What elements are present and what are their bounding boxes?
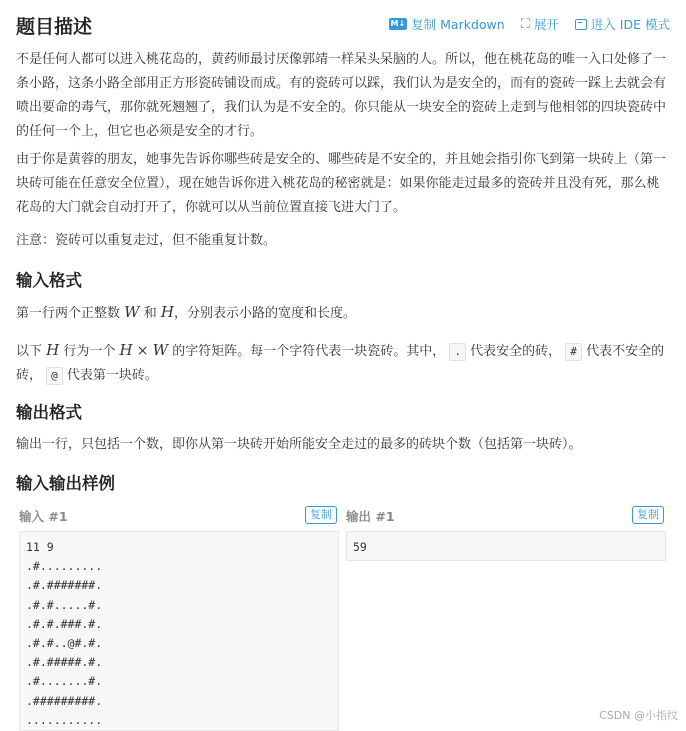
sample-output-label: 输出 #1: [346, 509, 395, 524]
input-format-heading: 输入格式: [16, 271, 82, 290]
copy-input-button[interactable]: 复制: [305, 506, 337, 524]
code-hash: #: [565, 343, 582, 361]
output-format-text: 输出一行，只包括一个数，即你从第一块砖开始所能安全走过的最多的砖块个数（包括第一块砖）。: [16, 437, 582, 452]
description-paragraph-2: 由于你是黄蓉的朋友，她事先告诉你哪些砖是安全的、哪些砖是不安全的，并且她会指引你飞到第一块砖上（第一块砖可能在任意安全位置），现在她告诉你进入桃花岛的秘密就是：如果你能走过最多的瓷砖并且没有死，那么桃花岛的大门就会自动打开了，你就可以从当前位置直接飞进大门了。: [16, 152, 667, 215]
description-note: 注意：瓷砖可以重复走过，但不能重复计数。: [16, 233, 277, 248]
text: 第一行两个正整数: [16, 306, 121, 321]
watermark: CSDN @小指纹: [599, 709, 678, 722]
expand-button[interactable]: [521, 15, 559, 33]
ide-mode-button[interactable]: [575, 15, 670, 33]
text: 行为一个: [63, 344, 116, 359]
ide-icon: [575, 19, 587, 30]
sample-input-label: 输入 #1: [19, 509, 68, 524]
text: 以下: [16, 344, 43, 359]
text: 代表安全的砖，: [470, 344, 562, 359]
output-format-heading: 输出格式: [16, 403, 82, 422]
expand-label: 展开: [533, 17, 559, 32]
text: 代表不安全的砖，: [16, 344, 665, 383]
math-var-h: H: [160, 303, 174, 321]
copy-output-button[interactable]: 复制: [632, 506, 664, 524]
math-var-w: W: [152, 341, 169, 359]
description-paragraph-1: 不是任何人都可以进入桃花岛的，黄药师最讨厌像郭靖一样呆头呆脑的人。所以，他在桃花岛的唯一入口处修了一条小路，这条小路全部用正方形瓷砖铺设而成。有的瓷砖可以踩，我们认为是安全的，而有的瓷砖一踩上去就会有喷出要命的毒气，那你就死翘翘了，我们认为是不安全的。你只能从一块安全的瓷砖上走到与他相邻的四块瓷砖中的任何一个上，但它也必须是安全的才行。: [16, 52, 667, 139]
expand-icon: ⛶: [520, 16, 530, 32]
copy-markdown-button[interactable]: [389, 15, 505, 33]
math-var-w: W: [124, 303, 140, 321]
toolbar: [389, 15, 671, 33]
input-format-line-1: [16, 300, 670, 326]
text: ，分别表示小路的宽度和长度。: [173, 306, 356, 321]
math-var-h: H: [46, 341, 60, 359]
sample-input-box[interactable]: 11 9 .#......... .#.#######. .#.#.....#. .#.#.###.#. .#.#..@#.#. .#.#####.#. .#.......#. .#########. ...........: [19, 531, 339, 731]
code-dot: .: [449, 343, 466, 361]
code-at: @: [46, 367, 63, 385]
sample-output-box[interactable]: 59: [346, 531, 666, 561]
samples-heading: 输入输出样例: [16, 474, 115, 493]
copy-markdown-label: 复制 Markdown: [411, 17, 505, 32]
text: 和: [143, 306, 157, 321]
markdown-icon: M↓: [390, 19, 406, 28]
math-times: ×: [136, 343, 149, 359]
input-format-line-2: [16, 338, 670, 388]
page-title: 题目描述: [16, 16, 93, 38]
ide-mode-label: 进入 IDE 模式: [590, 17, 670, 32]
text: 的字符矩阵。每一个字符代表一块瓷砖。其中，: [172, 344, 446, 359]
text: 代表第一块砖。: [66, 368, 158, 383]
math-var-h: H: [119, 341, 133, 359]
